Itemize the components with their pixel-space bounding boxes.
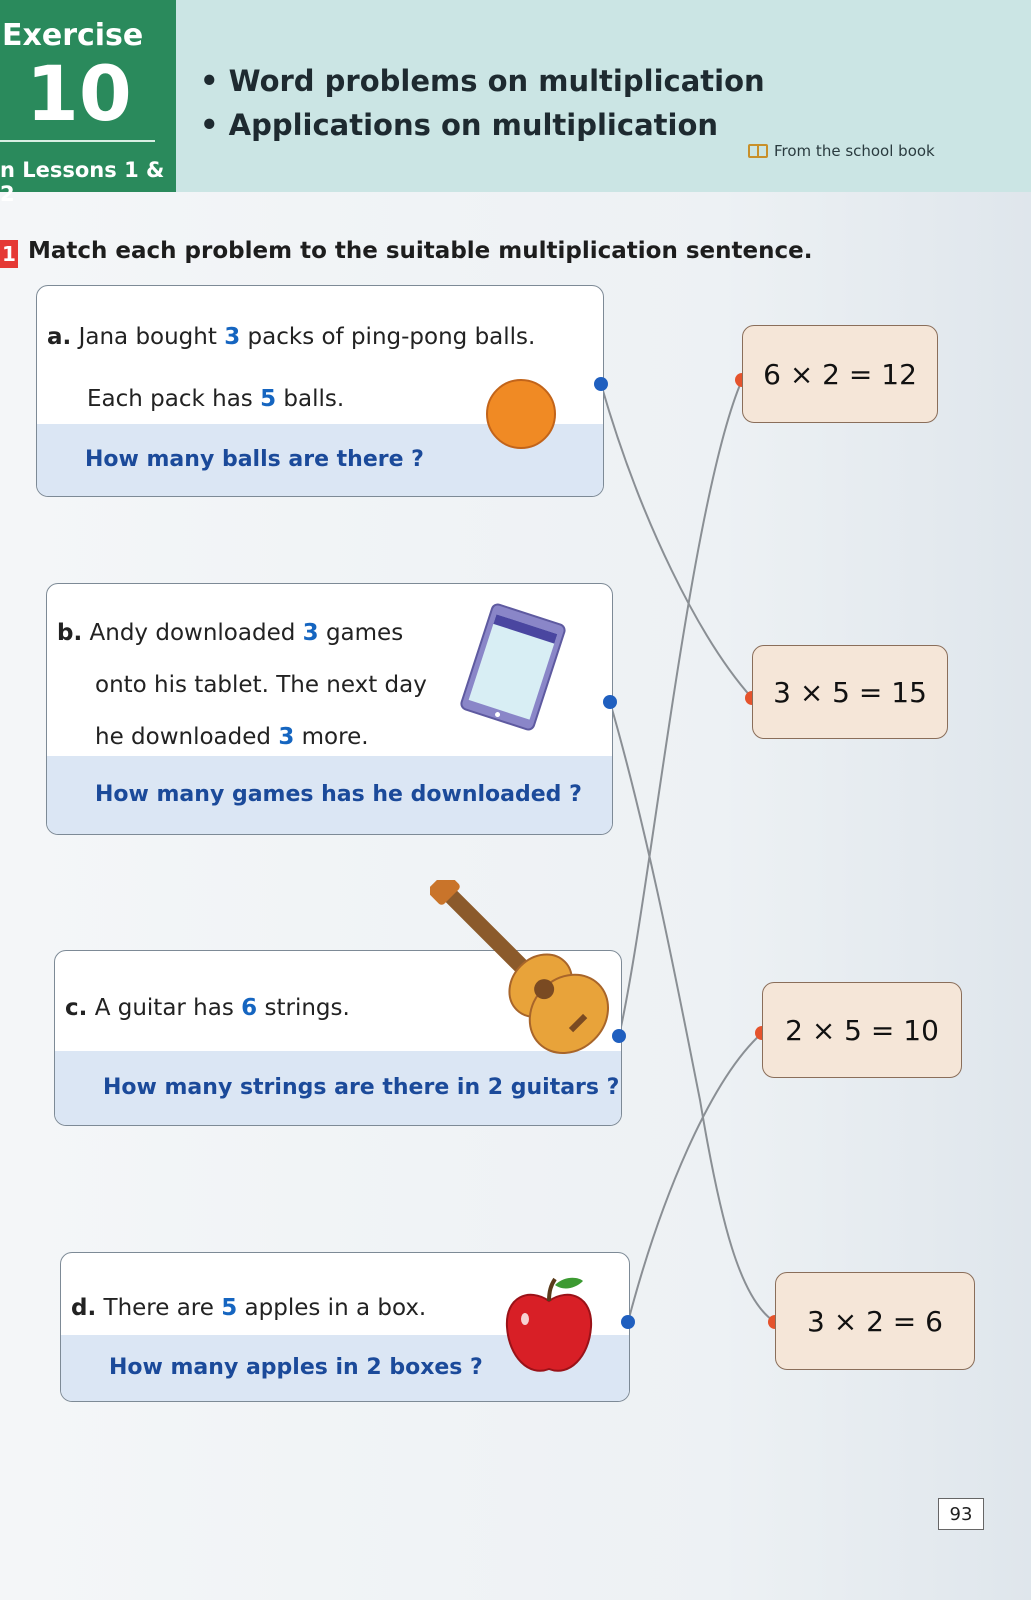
match-line-b [610, 702, 775, 1322]
text-segment: Each pack has [87, 386, 261, 412]
number: 5 [260, 386, 277, 412]
match-dot-b[interactable] [603, 695, 617, 709]
question-text: How many games has he downloaded ? [95, 782, 582, 807]
text-segment: apples in a box. [237, 1295, 427, 1321]
problem-a-line-2 [87, 386, 344, 412]
school-book-label: From the school book [774, 142, 935, 160]
text-segment: strings. [257, 995, 350, 1021]
number: 3 [224, 324, 241, 350]
text-segment: A guitar has [94, 995, 242, 1021]
text-segment: packs of ping-pong balls. [240, 324, 536, 350]
page-number: 93 [938, 1498, 984, 1530]
match-dot-d[interactable] [621, 1315, 635, 1329]
question-text: How many strings are there in 2 guitars ? [103, 1075, 620, 1100]
number: 6 [241, 995, 258, 1021]
number: 3 [302, 620, 319, 646]
question-text: How many balls are there ? [85, 447, 424, 472]
topic-1: • Word problems on multiplication [200, 64, 765, 98]
answer-box-3: 2 × 5 = 10 [762, 982, 962, 1078]
text-segment: more. [294, 724, 369, 750]
exercise-label: Exercise [2, 18, 144, 53]
number: 3 [278, 724, 295, 750]
answer-box-4: 3 × 2 = 6 [775, 1272, 975, 1370]
match-line-c [619, 380, 742, 1036]
problem-card-a [36, 285, 604, 497]
problem-b-letter: b. [57, 620, 83, 646]
problem-b-line-3 [95, 724, 369, 750]
answer-box-2: 3 × 5 = 15 [752, 645, 948, 739]
text-segment: Jana bought [78, 324, 225, 350]
match-dot-a[interactable] [594, 377, 608, 391]
text-segment: There are [103, 1295, 222, 1321]
match-line-a [601, 384, 752, 698]
problem-d-line-1 [71, 1295, 426, 1321]
ping-pong-ball-icon [481, 374, 561, 454]
problem-a-line-1 [47, 324, 535, 350]
topic-2: • Applications on multiplication [200, 108, 719, 142]
lessons-label: n Lessons 1 & 2 [0, 158, 165, 206]
text-segment: he downloaded [95, 724, 279, 750]
problem-d-letter: d. [71, 1295, 97, 1321]
problem-card-b [46, 583, 613, 835]
problem-c-letter: c. [65, 995, 88, 1021]
number: 5 [221, 1295, 238, 1321]
apple-icon [499, 1273, 599, 1383]
problem-b-question [47, 756, 612, 834]
text-segment: balls. [276, 386, 345, 412]
problem-b-line-2 [95, 672, 427, 698]
question-number: 1 [0, 240, 18, 268]
tablet-icon [453, 602, 573, 732]
guitar-icon [430, 880, 630, 1070]
match-dot-c[interactable] [612, 1029, 626, 1043]
problem-a-letter: a. [47, 324, 72, 350]
problem-card-d [60, 1252, 630, 1402]
question-text: How many apples in 2 boxes ? [109, 1355, 483, 1380]
exercise-number: 10 [26, 49, 132, 138]
instruction: Match each problem to the suitable multiplication sentence. [28, 238, 813, 264]
problem-b-line-1 [57, 620, 403, 646]
problem-c-line-1 [65, 995, 350, 1021]
answer-box-1: 6 × 2 = 12 [742, 325, 938, 423]
text-segment: onto his tablet. The next day [95, 672, 427, 698]
text-segment: games [318, 620, 404, 646]
text-segment: Andy downloaded [89, 620, 303, 646]
